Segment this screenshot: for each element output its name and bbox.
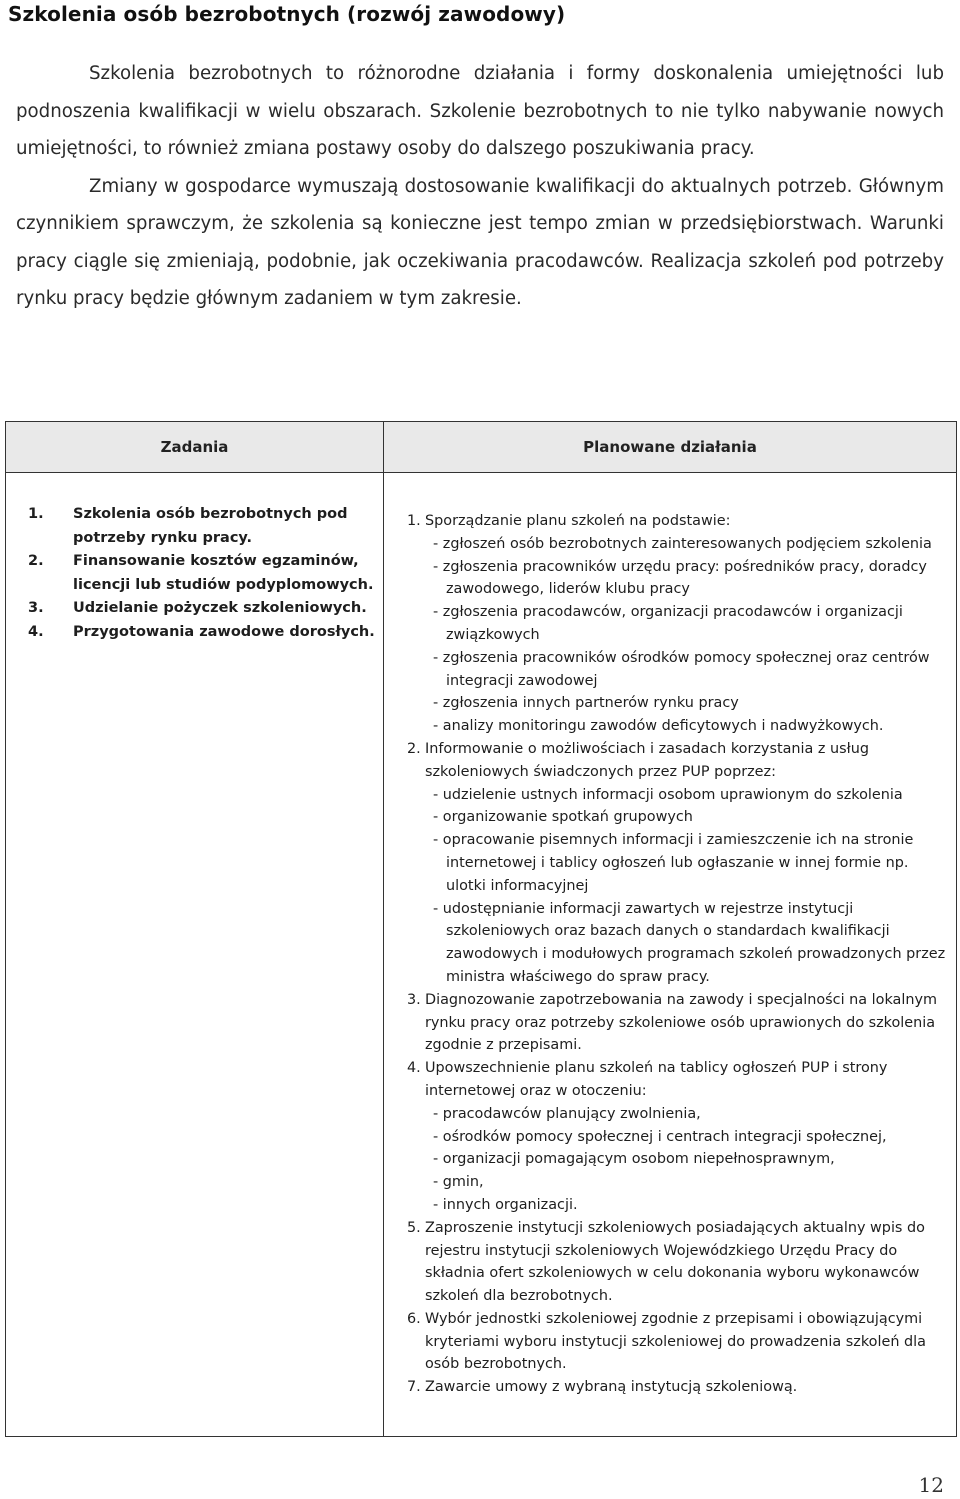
- task-text: Finansowanie kosztów egzaminów, licencji lub studiów podyplomowych.: [73, 553, 374, 593]
- action-subitem: - zgłoszenia innych partnerów rynku pracy: [433, 695, 739, 712]
- action-subitem: - innych organizacji.: [433, 1196, 578, 1213]
- task-item: [28, 503, 383, 550]
- action-body: [425, 1376, 948, 1399]
- action-subitem: - zgłoszenia pracowników urzędu pracy: pośredników pracy, doradcy zawodowego, liderów klubu pracy: [433, 558, 927, 598]
- action-subitem: - analizy monitoringu zawodów deficytowych i nadwyżkowych.: [433, 718, 884, 735]
- action-number: 4.: [407, 1060, 421, 1077]
- action-subitem: - organizowanie spotkań grupowych: [433, 809, 693, 826]
- action-subitem: - pracodawców planujący zwolnienia,: [433, 1105, 701, 1122]
- tasks-table: [5, 421, 957, 1437]
- action-body: [425, 738, 948, 989]
- page-title: Szkolenia osób bezrobotnych (rozwój zawodowy): [8, 2, 566, 26]
- action-subitem: - ośrodków pomocy społecznej i centrach integracji społecznej,: [433, 1128, 887, 1145]
- action-number: 3.: [407, 991, 421, 1008]
- task-item: [28, 597, 383, 621]
- header-tasks: Zadania: [6, 422, 384, 473]
- action-subitem: - zgłoszeń osób bezrobotnych zainteresowanych podjęciem szkolenia: [433, 535, 932, 552]
- action-item: [407, 1217, 948, 1308]
- action-number: 2.: [407, 740, 421, 757]
- action-body: [425, 1217, 948, 1308]
- action-item: [407, 510, 948, 738]
- action-number: 6.: [407, 1310, 421, 1327]
- action-subitem: - udostępnianie informacji zawartych w rejestrze instytucji szkoleniowych oraz bazach danych o standardach kwalifikacji zawodowych i modułowych programach szkoleń prowadzonych przez ministra właściwego do spraw pracy.: [433, 900, 946, 985]
- page-number: 12: [918, 1473, 944, 1497]
- action-subitem: - udzielenie ustnych informacji osobom uprawionym do szkolenia: [433, 786, 903, 803]
- action-body: [425, 510, 948, 738]
- action-subitem: - zgłoszenia pracowników ośrodków pomocy społecznej oraz centrów integracji zawodowej: [433, 649, 930, 689]
- action-text: Diagnozowanie zapotrzebowania na zawody i specjalności na lokalnym rynku pracy oraz potrzeby szkoleniowe osób uprawionych do szkolenia zgodnie z przepisami.: [425, 991, 938, 1054]
- action-item: [407, 738, 948, 989]
- task-number: 4.: [28, 623, 44, 640]
- action-subitem: - organizacji pomagającym osobom niepełnosprawnym,: [433, 1151, 835, 1168]
- action-item: [407, 1376, 948, 1399]
- intro-paragraph-1: Szkolenia bezrobotnych to różnorodne działania i formy doskonalenia umiejętności lub podnoszenia kwalifikacji w wielu obszarach. Szkolenie bezrobotnych to nie tylko nabywanie nowych umiejętności, to również zmiana postawy osoby do dalszego poszukiwania pracy.: [16, 63, 944, 159]
- task-number: 1.: [28, 506, 44, 522]
- action-sublist: [425, 533, 948, 738]
- action-body: [425, 1308, 948, 1376]
- action-sublist: [425, 784, 948, 989]
- action-item: [407, 1057, 948, 1217]
- action-number: 5.: [407, 1219, 421, 1236]
- intro-paragraph-2: Zmiany w gospodarce wymuszają dostosowanie kwalifikacji do aktualnych potrzeb. Głównym czynnikiem sprawczym, że szkolenia są konieczne jest tempo zmian w przedsiębiorstwach. Warunki pracy ciągle się zmieniają, podobnie, jak oczekiwania pracodawców. Realizacja szkoleń pod potrzeby rynku pracy będzie głównym zadaniem w tym zakresie.: [16, 175, 944, 309]
- action-text: Wybór jednostki szkoleniowej zgodnie z przepisami i obowiązującymi kryteriami wyboru instytucji szkoleniowej do prowadzenia szkoleń dla osób bezrobotnych.: [425, 1310, 926, 1373]
- action-item: [407, 989, 948, 1057]
- action-number: 1.: [407, 513, 421, 529]
- action-text: Zawarcie umowy z wybraną instytucją szkoleniową.: [425, 1379, 798, 1396]
- tasks-cell: [6, 473, 384, 1437]
- task-text: Przygotowania zawodowe dorosłych.: [73, 623, 375, 640]
- task-item: [28, 621, 383, 645]
- action-text: Sporządzanie planu szkoleń na podstawie:: [425, 513, 731, 529]
- action-subitem: - opracowanie pisemnych informacji i zamieszczenie ich na stronie internetowej i tablicy ogłoszeń lub ogłaszanie w innej formie np. ulotki informacyjnej: [433, 832, 914, 894]
- action-subitem: - gmin,: [433, 1174, 484, 1191]
- action-body: [425, 989, 948, 1057]
- action-subitem: - zgłoszenia pracodawców, organizacji pracodawców i organizacji związkowych: [433, 604, 903, 643]
- task-item: [28, 550, 383, 597]
- action-body: [425, 1057, 948, 1217]
- action-sublist: [425, 1103, 948, 1217]
- table-row: [6, 473, 957, 1437]
- action-item: [407, 1308, 948, 1376]
- header-actions: Planowane działania: [384, 422, 957, 473]
- task-number: 3.: [28, 600, 44, 616]
- task-number: 2.: [28, 553, 44, 569]
- task-text: Udzielanie pożyczek szkoleniowych.: [73, 600, 367, 616]
- action-text: Upowszechnienie planu szkoleń na tablicy ogłoszeń PUP i strony internetowej oraz w otoczeniu:: [425, 1060, 888, 1099]
- action-text: Zaproszenie instytucji szkoleniowych posiadających aktualny wpis do rejestru instytucji szkoleniowych Wojewódzkiego Urzędu Pracy do składnia ofert szkoleniowych w celu dokonania wyboru wykonawców szkoleń dla bezrobotnych.: [425, 1219, 925, 1305]
- table-header-row: [6, 422, 957, 473]
- action-number: 7.: [407, 1379, 421, 1396]
- intro-text: [16, 55, 944, 318]
- action-text: Informowanie o możliwościach i zasadach korzystania z usług szkoleniowych świadczonych przez PUP poprzez:: [425, 740, 870, 780]
- actions-list: [384, 473, 956, 1399]
- tasks-list: [6, 473, 383, 644]
- actions-cell: [384, 473, 957, 1437]
- task-text: Szkolenia osób bezrobotnych pod potrzeby rynku pracy.: [73, 506, 348, 546]
